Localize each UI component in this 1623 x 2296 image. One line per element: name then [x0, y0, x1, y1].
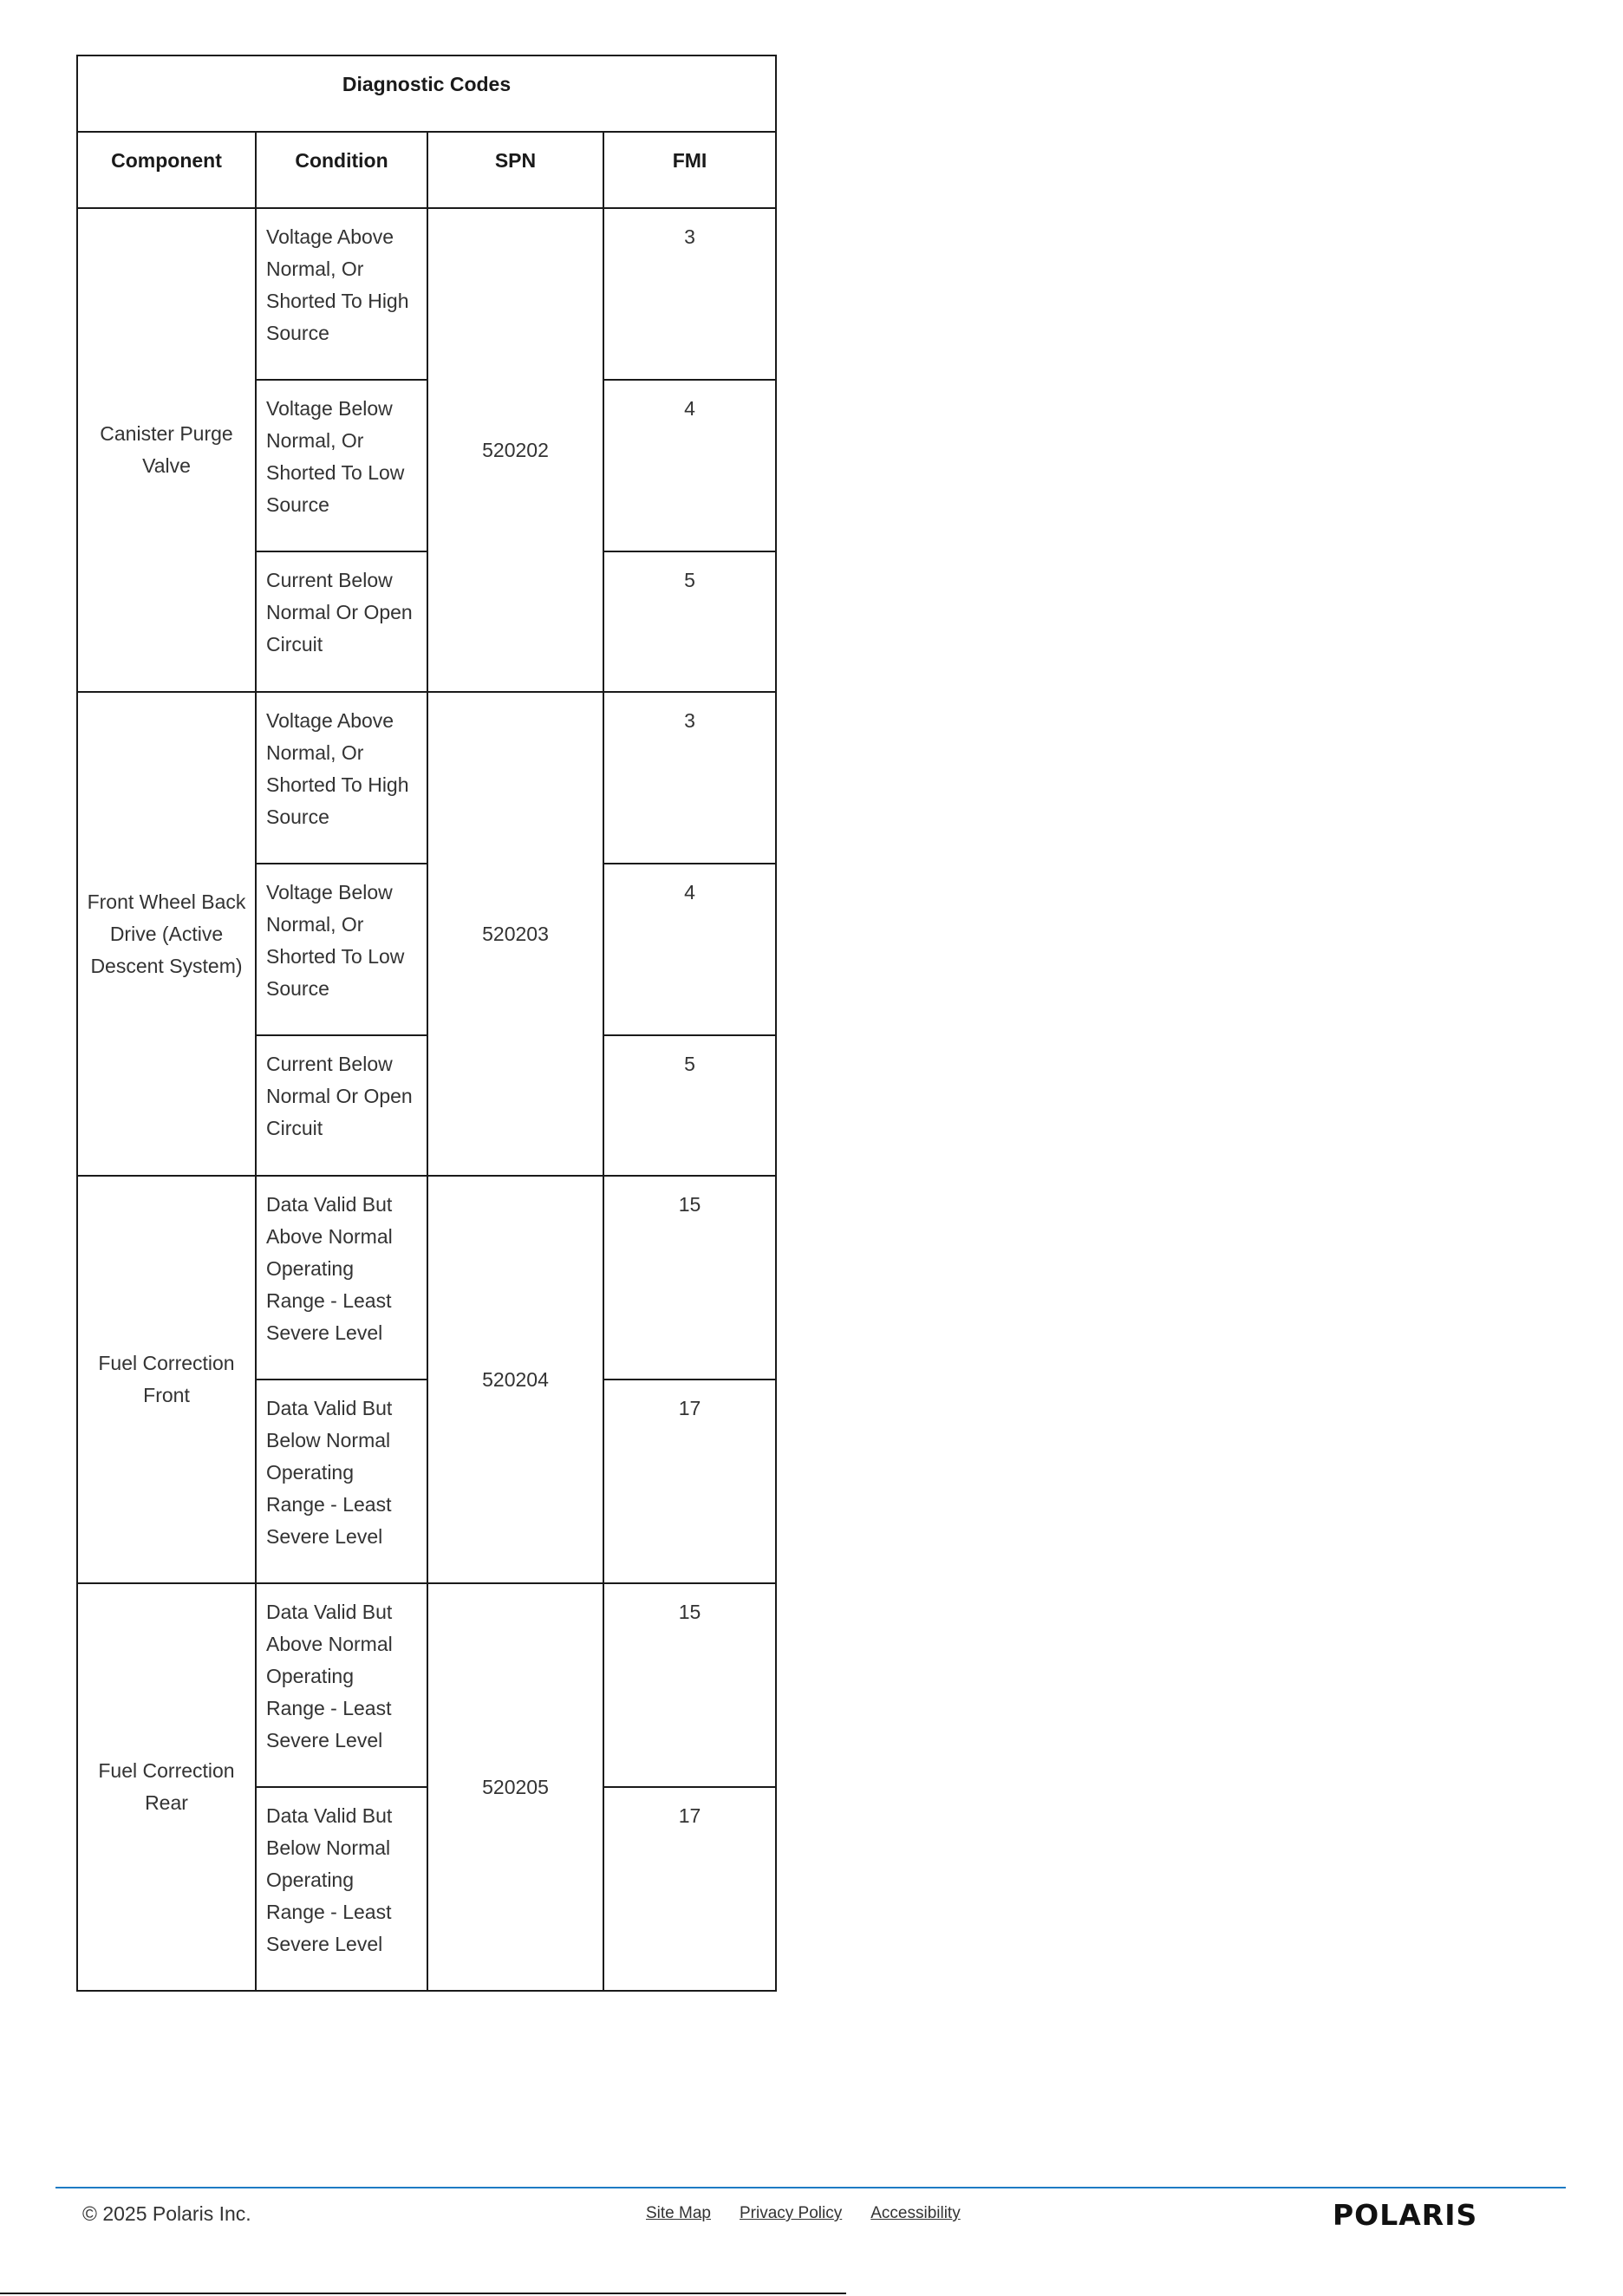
component-cell: Front Wheel Back Drive (Active Descent System): [77, 692, 256, 1176]
condition-cell: Data Valid But Below Normal Operating Range - Least Severe Level: [256, 1787, 427, 1991]
spn-cell: 520202: [427, 208, 603, 692]
footer-links: [646, 2201, 989, 2226]
table-row: [77, 1176, 776, 1380]
header-spn: SPN: [427, 132, 603, 208]
table-row: [77, 692, 776, 864]
fmi-cell: 3: [603, 692, 776, 864]
condition-cell: Data Valid But Above Normal Operating Range - Least Severe Level: [256, 1583, 427, 1787]
condition-cell: Voltage Below Normal, Or Shorted To Low Source: [256, 864, 427, 1035]
condition-cell: Current Below Normal Or Open Circuit: [256, 1035, 427, 1176]
component-cell: Fuel Correction Rear: [77, 1583, 256, 1991]
spn-cell: 520204: [427, 1176, 603, 1583]
header-component: Component: [77, 132, 256, 208]
fmi-cell: 4: [603, 380, 776, 551]
fmi-cell: 15: [603, 1583, 776, 1787]
spn-cell: 520205: [427, 1583, 603, 1991]
condition-cell: Data Valid But Above Normal Operating Range - Least Severe Level: [256, 1176, 427, 1380]
component-cell: Fuel Correction Front: [77, 1176, 256, 1583]
footer-divider: [55, 2187, 1566, 2188]
polaris-logo[interactable]: POLARIS: [1333, 2198, 1478, 2232]
fmi-cell: 5: [603, 1035, 776, 1176]
spn-cell: 520203: [427, 692, 603, 1176]
fmi-cell: 17: [603, 1380, 776, 1583]
table-row: [77, 1583, 776, 1787]
condition-cell: Current Below Normal Or Open Circuit: [256, 551, 427, 692]
condition-cell: Voltage Below Normal, Or Shorted To Low Source: [256, 380, 427, 551]
fmi-cell: 4: [603, 864, 776, 1035]
fmi-cell: 3: [603, 208, 776, 380]
site-map-link[interactable]: Site Map: [646, 2204, 711, 2222]
privacy-policy-link[interactable]: Privacy Policy: [739, 2204, 843, 2222]
diagnostic-codes-table: [76, 55, 777, 1992]
accessibility-link[interactable]: Accessibility: [870, 2204, 961, 2222]
fmi-cell: 5: [603, 551, 776, 692]
fmi-cell: 15: [603, 1176, 776, 1380]
condition-cell: Voltage Above Normal, Or Shorted To High Source: [256, 208, 427, 380]
table-row: [77, 208, 776, 380]
condition-cell: Data Valid But Below Normal Operating Range - Least Severe Level: [256, 1380, 427, 1583]
fmi-cell: 17: [603, 1787, 776, 1991]
page-bottom-rule: [0, 2293, 846, 2294]
component-cell: Canister Purge Valve: [77, 208, 256, 692]
header-fmi: FMI: [603, 132, 776, 208]
copyright-text: © 2025 Polaris Inc.: [82, 2202, 251, 2225]
condition-cell: Voltage Above Normal, Or Shorted To High Source: [256, 692, 427, 864]
table-title: Diagnostic Codes: [77, 55, 776, 132]
header-condition: Condition: [256, 132, 427, 208]
